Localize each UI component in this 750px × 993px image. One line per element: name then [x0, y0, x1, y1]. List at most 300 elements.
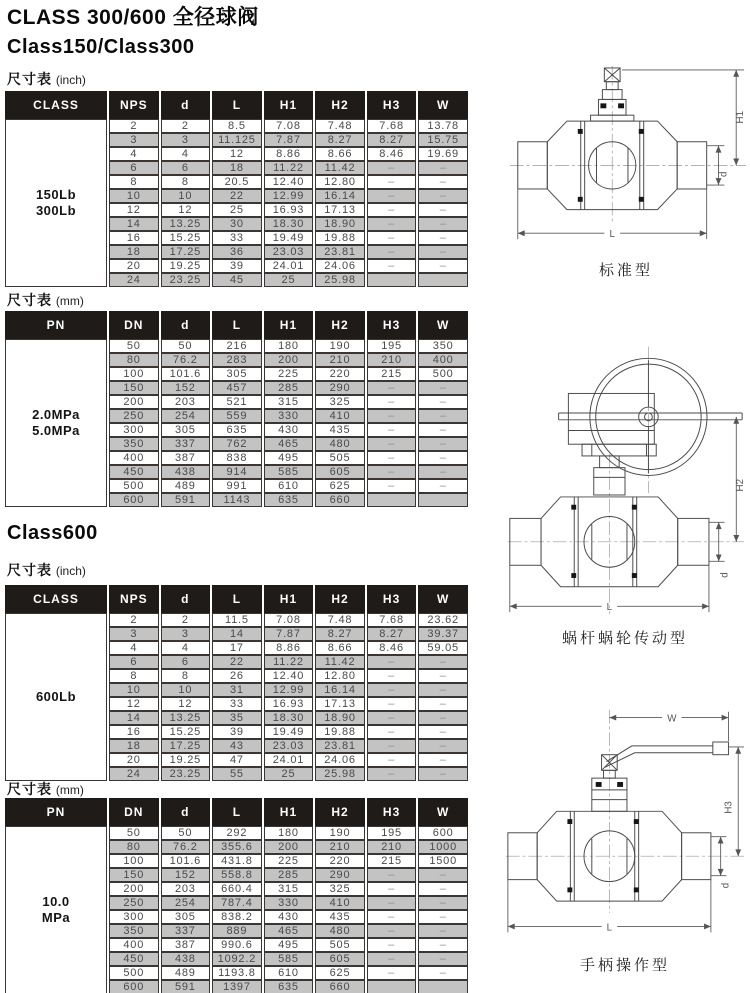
dim-cell: 8 — [161, 669, 211, 683]
dim-cell: – — [367, 697, 417, 711]
dim-cell: 3 — [109, 627, 159, 641]
dim-cell: 220 — [315, 367, 365, 381]
dim-cell: 225 — [264, 367, 314, 381]
dim-cell: – — [418, 479, 468, 493]
dim-cell: 18.30 — [264, 711, 314, 725]
dim-cell: 6 — [109, 655, 159, 669]
drawing-caption-worm-gear: 蜗杆蜗轮传动型 — [561, 630, 688, 647]
dim-cell: 8 — [109, 669, 159, 683]
dim-cell: 59.05 — [418, 641, 468, 655]
dim-cell: – — [367, 952, 417, 966]
dim-cell: – — [367, 868, 417, 882]
dim-cell: 210 — [367, 840, 417, 854]
dim-cell: 25 — [264, 767, 314, 781]
column-header: L — [212, 91, 262, 119]
dim-cell: 12.80 — [315, 669, 365, 683]
dim-cell — [418, 493, 468, 507]
dim-cell: – — [418, 952, 468, 966]
dim-cell: – — [367, 203, 417, 217]
dim-cell: 215 — [367, 367, 417, 381]
dim-cell: – — [367, 423, 417, 437]
dim-cell: 521 — [212, 395, 262, 409]
dim-cell: 150 — [109, 868, 159, 882]
dim-cell: – — [418, 465, 468, 479]
dim-cell: 200 — [109, 395, 159, 409]
dim-cell: – — [418, 217, 468, 231]
dim-cell: 225 — [264, 854, 314, 868]
dim-cell: 11.125 — [212, 133, 262, 147]
valve-handle-figure — [502, 702, 748, 946]
dim-cell: 210 — [367, 353, 417, 367]
dim-cell: 3 — [161, 627, 211, 641]
column-header: L — [212, 798, 262, 826]
dim-cell: 39 — [212, 259, 262, 273]
dim-cell: 12 — [109, 697, 159, 711]
column-header: d — [161, 585, 211, 613]
dim-cell: 25 — [264, 273, 314, 287]
dim-cell: 36 — [212, 245, 262, 259]
dim-cell: – — [367, 683, 417, 697]
dim-cell: 8.66 — [315, 147, 365, 161]
dim-cell: 45 — [212, 273, 262, 287]
dim-label-l: L — [609, 229, 615, 241]
dim-cell: 660.4 — [212, 882, 262, 896]
dim-cell: – — [418, 655, 468, 669]
column-header: W — [418, 585, 468, 613]
column-header: H3 — [367, 798, 417, 826]
dim-cell: 410 — [315, 409, 365, 423]
dim-cell: 355.6 — [212, 840, 262, 854]
dim-cell: 435 — [315, 910, 365, 924]
dim-cell: 33 — [212, 697, 262, 711]
dim-cell: 12.99 — [264, 683, 314, 697]
section-heading-class150-300: Class150/Class300 — [7, 36, 195, 58]
dim-cell: 400 — [109, 938, 159, 952]
dim-cell: – — [418, 924, 468, 938]
column-header: H1 — [264, 585, 314, 613]
column-header: H2 — [315, 91, 365, 119]
dim-cell: 283 — [212, 353, 262, 367]
column-header: H1 — [264, 91, 314, 119]
table-row — [5, 339, 468, 353]
column-header: d — [161, 91, 211, 119]
dim-cell: 305 — [212, 367, 262, 381]
dim-cell: 480 — [315, 437, 365, 451]
dim-cell: 39 — [212, 725, 262, 739]
dim-cell: 8.27 — [315, 627, 365, 641]
dim-cell: – — [418, 753, 468, 767]
dim-cell: 24 — [109, 767, 159, 781]
dim-cell: – — [418, 711, 468, 725]
column-header: W — [418, 311, 468, 339]
dim-cell: 10 — [109, 189, 159, 203]
dim-cell: 17.13 — [315, 203, 365, 217]
dim-cell: 410 — [315, 896, 365, 910]
dim-cell: 25.98 — [315, 767, 365, 781]
dim-cell: 180 — [264, 339, 314, 353]
dim-cell: 180 — [264, 826, 314, 840]
column-header: d — [161, 798, 211, 826]
dim-label-l: L — [606, 602, 613, 614]
dim-cell: 290 — [315, 868, 365, 882]
dim-cell: 350 — [418, 339, 468, 353]
dim-cell: 76.2 — [161, 353, 211, 367]
dim-cell: 16.14 — [315, 683, 365, 697]
dim-cell: 25.98 — [315, 273, 365, 287]
dim-cell: 585 — [264, 952, 314, 966]
dim-cell: – — [367, 175, 417, 189]
dim-h2 — [733, 417, 746, 542]
dim-cell: 50 — [109, 339, 159, 353]
dim-cell: 18 — [109, 245, 159, 259]
dim-cell: – — [367, 725, 417, 739]
dim-table-label: 尺寸表 — [7, 292, 52, 308]
group-label: 2.0MPa 5.0MPa — [5, 339, 107, 507]
dim-cell: 216 — [212, 339, 262, 353]
dim-cell: 315 — [264, 395, 314, 409]
dim-cell: 838.2 — [212, 910, 262, 924]
dims-table-class600-inch — [3, 585, 470, 781]
dim-cell: – — [367, 245, 417, 259]
dim-cell: 7.68 — [367, 119, 417, 133]
dim-cell — [367, 980, 417, 993]
dim-cell: 7.08 — [264, 119, 314, 133]
dim-cell: – — [367, 479, 417, 493]
dim-cell: 19.49 — [264, 231, 314, 245]
dim-cell: 19.49 — [264, 725, 314, 739]
dim-cell: – — [418, 725, 468, 739]
dim-cell — [367, 273, 417, 287]
dim-cell: 505 — [315, 938, 365, 952]
unit-label: (mm) — [55, 783, 84, 797]
dim-cell: – — [418, 896, 468, 910]
dim-cell: 435 — [315, 423, 365, 437]
dim-cell: 24.01 — [264, 753, 314, 767]
valve-drawing-handle — [502, 702, 748, 975]
dim-cell: – — [418, 451, 468, 465]
dim-cell: 12.80 — [315, 175, 365, 189]
dim-cell: 600 — [109, 980, 159, 993]
dim-cell: – — [418, 245, 468, 259]
flange-bolts — [567, 782, 638, 892]
dim-label-d: d — [720, 882, 732, 889]
dim-cell: – — [367, 437, 417, 451]
table-label-4 — [7, 779, 84, 799]
column-header: PN — [5, 311, 107, 339]
dim-label-d: d — [718, 171, 730, 177]
dim-cell: 3 — [161, 133, 211, 147]
dim-cell: 210 — [315, 353, 365, 367]
dim-cell: 400 — [418, 353, 468, 367]
column-header: W — [418, 91, 468, 119]
dim-cell: 4 — [161, 641, 211, 655]
dim-cell: 285 — [264, 381, 314, 395]
dim-cell: 13.25 — [161, 217, 211, 231]
dim-cell: 600 — [109, 493, 159, 507]
dim-cell: 1143 — [212, 493, 262, 507]
dim-cell: – — [418, 910, 468, 924]
column-header: DN — [109, 311, 159, 339]
dim-cell: 17.25 — [161, 245, 211, 259]
table-label-2 — [7, 290, 84, 310]
dim-cell: 605 — [315, 465, 365, 479]
dim-cell: 495 — [264, 938, 314, 952]
dim-cell: 50 — [161, 826, 211, 840]
dim-cell: 610 — [264, 966, 314, 980]
dim-cell: 12 — [109, 203, 159, 217]
dim-cell: 500 — [109, 966, 159, 980]
dim-cell: 11.22 — [264, 655, 314, 669]
dim-cell: 50 — [109, 826, 159, 840]
dim-cell: 387 — [161, 451, 211, 465]
column-header: NPS — [109, 585, 159, 613]
dim-cell: 762 — [212, 437, 262, 451]
table-row — [5, 826, 468, 840]
group-label: 10.0 MPa — [5, 826, 107, 993]
dim-cell: 152 — [161, 868, 211, 882]
dim-cell: – — [418, 739, 468, 753]
dim-cell: 101.6 — [161, 854, 211, 868]
dim-cell: 23.03 — [264, 245, 314, 259]
dim-cell: 300 — [109, 423, 159, 437]
dim-cell: 215 — [367, 854, 417, 868]
dim-table-label: 尺寸表 — [7, 71, 52, 87]
dim-cell: – — [418, 683, 468, 697]
dim-cell: 17.13 — [315, 697, 365, 711]
dim-cell: 1500 — [418, 854, 468, 868]
dim-cell: 12 — [161, 697, 211, 711]
dim-cell: 8.27 — [367, 627, 417, 641]
column-header: H3 — [367, 91, 417, 119]
dim-cell: 4 — [109, 147, 159, 161]
dim-cell: 585 — [264, 465, 314, 479]
dim-cell: 39.37 — [418, 627, 468, 641]
dim-cell: 19.88 — [315, 231, 365, 245]
dim-cell: 4 — [161, 147, 211, 161]
centerlines — [510, 66, 746, 221]
dim-cell: 438 — [161, 465, 211, 479]
dim-cell: 787.4 — [212, 896, 262, 910]
dim-cell: – — [418, 868, 468, 882]
dim-cell — [418, 980, 468, 993]
dim-cell: – — [418, 669, 468, 683]
dim-cell: 15.25 — [161, 725, 211, 739]
dim-cell: 500 — [109, 479, 159, 493]
dim-cell: 450 — [109, 465, 159, 479]
dim-cell: 7.48 — [315, 119, 365, 133]
dim-cell: 591 — [161, 980, 211, 993]
dim-cell: 7.08 — [264, 613, 314, 627]
dim-cell: 2 — [161, 613, 211, 627]
dim-cell: 25 — [212, 203, 262, 217]
dim-cell: 660 — [315, 493, 365, 507]
column-header: CLASS — [5, 585, 107, 613]
dim-cell: 337 — [161, 437, 211, 451]
dim-cell: 16.14 — [315, 189, 365, 203]
column-header: PN — [5, 798, 107, 826]
dim-cell — [367, 493, 417, 507]
dim-cell: 20.5 — [212, 175, 262, 189]
dim-cell: 990.6 — [212, 938, 262, 952]
dim-cell: – — [418, 409, 468, 423]
dim-cell: 12.40 — [264, 669, 314, 683]
dim-label-h2: H2 — [735, 478, 747, 492]
column-header: H1 — [264, 798, 314, 826]
dim-cell: 489 — [161, 479, 211, 493]
dim-cell: 14 — [212, 627, 262, 641]
dim-cell: – — [418, 938, 468, 952]
drawing-caption-standard: 标准型 — [598, 262, 653, 279]
dim-cell: 50 — [161, 339, 211, 353]
dim-cell: 23.25 — [161, 767, 211, 781]
dim-d — [711, 837, 732, 889]
dim-cell: 558.8 — [212, 868, 262, 882]
dim-cell: – — [418, 767, 468, 781]
dim-cell: – — [367, 882, 417, 896]
dim-cell: 8.46 — [367, 147, 417, 161]
dim-cell: – — [367, 409, 417, 423]
dim-cell: 387 — [161, 938, 211, 952]
dim-cell: 305 — [161, 423, 211, 437]
dim-cell: – — [367, 966, 417, 980]
dim-label-d: d — [719, 572, 731, 578]
dims-table-class600-mm — [3, 798, 470, 993]
dim-cell: 55 — [212, 767, 262, 781]
column-header: H2 — [315, 311, 365, 339]
column-header: H3 — [367, 311, 417, 339]
dim-label-l: L — [606, 922, 613, 934]
dim-cell: 8.46 — [367, 641, 417, 655]
column-header: CLASS — [5, 91, 107, 119]
dim-cell: 35 — [212, 711, 262, 725]
dim-cell: 19.88 — [315, 725, 365, 739]
dim-cell: – — [418, 395, 468, 409]
dim-cell: – — [367, 655, 417, 669]
dim-cell: 19.69 — [418, 147, 468, 161]
dim-cell: – — [367, 189, 417, 203]
dim-cell: 24.06 — [315, 753, 365, 767]
dim-cell: 200 — [109, 882, 159, 896]
dim-cell: 22 — [212, 189, 262, 203]
table-label-1 — [7, 69, 86, 89]
dim-cell: 625 — [315, 479, 365, 493]
column-header: H2 — [315, 798, 365, 826]
dim-cell: 47 — [212, 753, 262, 767]
dim-cell: – — [418, 161, 468, 175]
dim-cell: 457 — [212, 381, 262, 395]
unit-label: (inch) — [55, 564, 86, 578]
handwheel — [559, 358, 743, 475]
dim-cell: 23.62 — [418, 613, 468, 627]
column-header: W — [418, 798, 468, 826]
dim-cell: – — [367, 217, 417, 231]
dim-cell: 991 — [212, 479, 262, 493]
dim-cell: 20 — [109, 259, 159, 273]
dim-cell: 18 — [109, 739, 159, 753]
dim-cell: 254 — [161, 896, 211, 910]
dim-cell: 350 — [109, 437, 159, 451]
dim-cell: 8 — [109, 175, 159, 189]
dim-cell: 889 — [212, 924, 262, 938]
section-heading-class600: Class600 — [7, 522, 98, 544]
dim-table-label: 尺寸表 — [7, 781, 52, 797]
dim-cell: 100 — [109, 854, 159, 868]
dim-cell: 610 — [264, 479, 314, 493]
dim-cell: 8 — [161, 175, 211, 189]
dim-cell: 14 — [109, 217, 159, 231]
dim-cell: 13.25 — [161, 711, 211, 725]
dim-cell: 18.90 — [315, 711, 365, 725]
column-header: H2 — [315, 585, 365, 613]
handle-lever — [605, 742, 729, 767]
dim-cell: 10 — [161, 683, 211, 697]
dim-cell: 300 — [109, 910, 159, 924]
dim-cell: 23.03 — [264, 739, 314, 753]
dim-cell: 495 — [264, 451, 314, 465]
dim-cell: 203 — [161, 882, 211, 896]
dim-cell: 635 — [212, 423, 262, 437]
dim-cell: 14 — [109, 711, 159, 725]
dim-cell: – — [418, 966, 468, 980]
dim-cell: 500 — [418, 367, 468, 381]
dim-cell: 22 — [212, 655, 262, 669]
dim-cell: 31 — [212, 683, 262, 697]
dim-h3 — [723, 747, 744, 856]
dim-cell: 16.93 — [264, 203, 314, 217]
dim-cell: 1193.8 — [212, 966, 262, 980]
dim-cell: 505 — [315, 451, 365, 465]
dim-cell — [418, 273, 468, 287]
dim-cell: 24 — [109, 273, 159, 287]
dim-cell: – — [418, 423, 468, 437]
dim-cell: 11.42 — [315, 161, 365, 175]
dim-cell: 914 — [212, 465, 262, 479]
dim-cell: 12.40 — [264, 175, 314, 189]
table-row — [5, 119, 468, 133]
dim-cell: – — [418, 231, 468, 245]
dim-cell: 350 — [109, 924, 159, 938]
dim-cell: 305 — [161, 910, 211, 924]
dim-cell: – — [367, 451, 417, 465]
dim-cell: 330 — [264, 409, 314, 423]
dim-cell: 8.5 — [212, 119, 262, 133]
dim-cell: 195 — [367, 826, 417, 840]
valve-drawing-worm-gear — [502, 328, 748, 648]
dim-cell: 8.86 — [264, 641, 314, 655]
valve-standard-figure — [504, 62, 748, 251]
dim-cell: 43 — [212, 739, 262, 753]
dim-cell: 80 — [109, 840, 159, 854]
dim-cell: – — [418, 437, 468, 451]
dim-cell: – — [418, 882, 468, 896]
dim-cell: 13.78 — [418, 119, 468, 133]
dim-cell: – — [367, 711, 417, 725]
dim-cell: – — [367, 161, 417, 175]
dim-cell: 605 — [315, 952, 365, 966]
dim-cell: 465 — [264, 924, 314, 938]
dim-cell: – — [367, 381, 417, 395]
dim-cell: 8.66 — [315, 641, 365, 655]
dim-cell: – — [418, 203, 468, 217]
dim-cell: – — [367, 910, 417, 924]
dim-cell: 11.42 — [315, 655, 365, 669]
dim-cell: 465 — [264, 437, 314, 451]
dim-cell: 23.81 — [315, 739, 365, 753]
dim-cell: 150 — [109, 381, 159, 395]
dim-cell: 7.68 — [367, 613, 417, 627]
dim-cell: 10 — [109, 683, 159, 697]
dim-cell: 4 — [109, 641, 159, 655]
